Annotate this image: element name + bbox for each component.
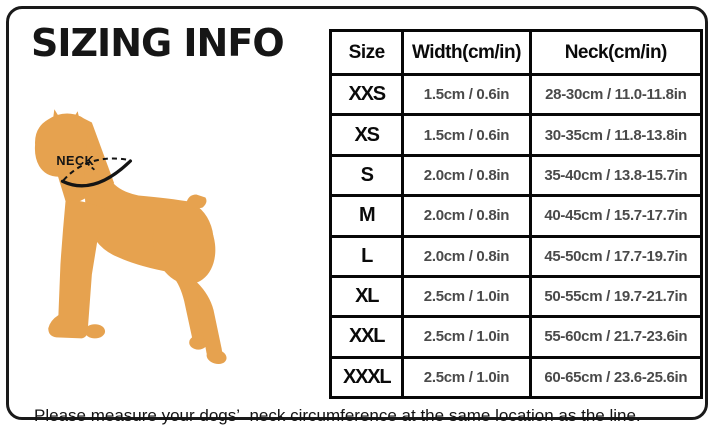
size-cell: L bbox=[331, 236, 403, 276]
width-cell: 1.5cm / 0.6in bbox=[403, 115, 530, 155]
dog-front-paw-second bbox=[85, 324, 105, 338]
sizing-table bbox=[329, 29, 703, 399]
table-row bbox=[331, 317, 702, 357]
size-cell: XXXL bbox=[331, 357, 403, 397]
measurement-note: Please measure your dogs’ neck circumference at the same location as the line. bbox=[34, 406, 641, 425]
table-row bbox=[331, 196, 702, 236]
width-cell: 1.5cm / 0.6in bbox=[403, 75, 530, 115]
table-row bbox=[331, 75, 702, 115]
table-row bbox=[331, 236, 702, 276]
sizing-card-frame bbox=[6, 6, 708, 425]
dog-svg bbox=[29, 102, 247, 368]
size-cell: S bbox=[331, 155, 403, 195]
header-row bbox=[331, 31, 702, 75]
width-cell: 2.0cm / 0.8in bbox=[403, 196, 530, 236]
dog-illustration bbox=[29, 102, 247, 368]
neck-cell: 28-30cm / 11.0-11.8in bbox=[530, 75, 701, 115]
table-row bbox=[331, 357, 702, 397]
size-header: Size bbox=[331, 31, 403, 75]
table-row bbox=[331, 115, 702, 155]
neck-label: NECK bbox=[56, 154, 95, 169]
size-cell: XL bbox=[331, 276, 403, 316]
neck-cell: 30-35cm / 11.8-13.8in bbox=[530, 115, 701, 155]
neck-cell: 45-50cm / 17.7-19.7in bbox=[530, 236, 701, 276]
size-cell: XS bbox=[331, 115, 403, 155]
sizing-table-container bbox=[329, 29, 703, 399]
width-cell: 2.0cm / 0.8in bbox=[403, 236, 530, 276]
size-cell: XXL bbox=[331, 317, 403, 357]
neck-cell: 50-55cm / 19.7-21.7in bbox=[530, 276, 701, 316]
neck-cell: 40-45cm / 15.7-17.7in bbox=[530, 196, 701, 236]
table-row bbox=[331, 276, 702, 316]
neck-header: Neck(cm/in) bbox=[530, 31, 701, 75]
width-cell: 2.0cm / 0.8in bbox=[403, 155, 530, 195]
size-cell: XXS bbox=[331, 75, 403, 115]
neck-cell: 60-65cm / 23.6-25.6in bbox=[530, 357, 701, 397]
width-cell: 2.5cm / 1.0in bbox=[403, 276, 530, 316]
size-cell: M bbox=[331, 196, 403, 236]
table-row bbox=[331, 155, 702, 195]
dog-silhouette bbox=[35, 109, 228, 366]
page-title: SIZING INFO bbox=[31, 21, 284, 65]
dog-front-leg bbox=[48, 201, 110, 339]
width-header: Width(cm/in) bbox=[403, 31, 530, 75]
width-cell: 2.5cm / 1.0in bbox=[403, 357, 530, 397]
width-cell: 2.5cm / 1.0in bbox=[403, 317, 530, 357]
neck-cell: 35-40cm / 13.8-15.7in bbox=[530, 155, 701, 195]
neck-cell: 55-60cm / 21.7-23.6in bbox=[530, 317, 701, 357]
